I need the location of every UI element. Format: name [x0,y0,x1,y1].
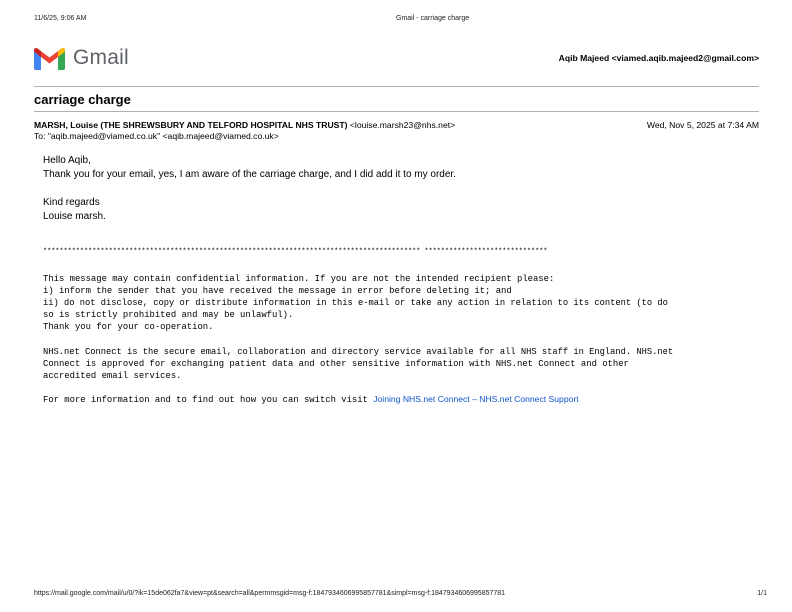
print-url: https://mail.google.com/mail/u/0/?ik=15de062fa7&view=pt&search=all&permmsgid=msg-f:1847934606995857781&simpl=msg-f:1847934606995857781 [34,590,506,597]
body-message: Thank you for your email, yes, I am aware of the carriage charge, and I did add it to my order. [43,169,456,180]
account-identity: Aqib Majeed <viamed.aqib.majeed2@gmail.com> [558,53,759,63]
sender-name: MARSH, Louise (THE SHREWSBURY AND TELFORD HOSPITAL NHS TRUST) [34,120,348,130]
more-info-text: For more information and to find out how you can switch visit [43,395,374,405]
print-page-number: 1/1 [757,590,767,597]
sender-line [34,120,455,130]
body-signoff: Kind regards [43,197,100,208]
disclaimer-separator: ******************************************************************************************** ****************************** [43,248,548,256]
print-datetime: 11/6/25, 9:06 AM [34,15,87,22]
nhs-notice-line-1: NHS.net Connect is the secure email, collaboration and directory service available for all NHS staff in England. NHS.net [43,347,674,357]
subject-divider [34,111,759,112]
nhs-connect-support-link[interactable]: Joining NHS.net Connect – NHS.net Connect Support [373,394,579,404]
recipient-line: To: "aqib.majeed@viamed.co.uk" <aqib.majeed@viamed.co.uk> [34,131,279,141]
header-divider [34,86,759,87]
disclaimer-line-4: so is strictly prohibited and may be unlawful). [43,310,294,320]
email-subject: carriage charge [34,92,131,107]
body-greeting: Hello Aqib, [43,155,91,166]
body-signature: Louise marsh. [43,211,106,222]
nhs-notice-line-2: Connect is approved for exchanging patient data and other sensitive information with NHS.net Connect and other [43,359,629,369]
gmail-wordmark: Gmail [73,46,129,69]
disclaimer-line-2: i) inform the sender that you have received the message in error before deleting it; and [43,286,512,296]
disclaimer-line-1: This message may contain confidential information. If you are not the intended recipient please: [43,274,555,284]
more-info-line [43,393,579,406]
print-title: Gmail - carriage charge [396,15,470,22]
gmail-m-icon [34,47,65,70]
sent-date: Wed, Nov 5, 2025 at 7:34 AM [646,120,759,130]
nhs-notice-line-3: accredited email services. [43,371,182,381]
disclaimer-line-3: ii) do not disclose, copy or distribute information in this e-mail or take any action in relation to its content (to do [43,298,668,308]
gmail-logo[interactable] [34,44,129,72]
sender-address: <louise.marsh23@nhs.net> [347,120,456,130]
disclaimer-line-5: Thank you for your co-operation. [43,322,214,332]
